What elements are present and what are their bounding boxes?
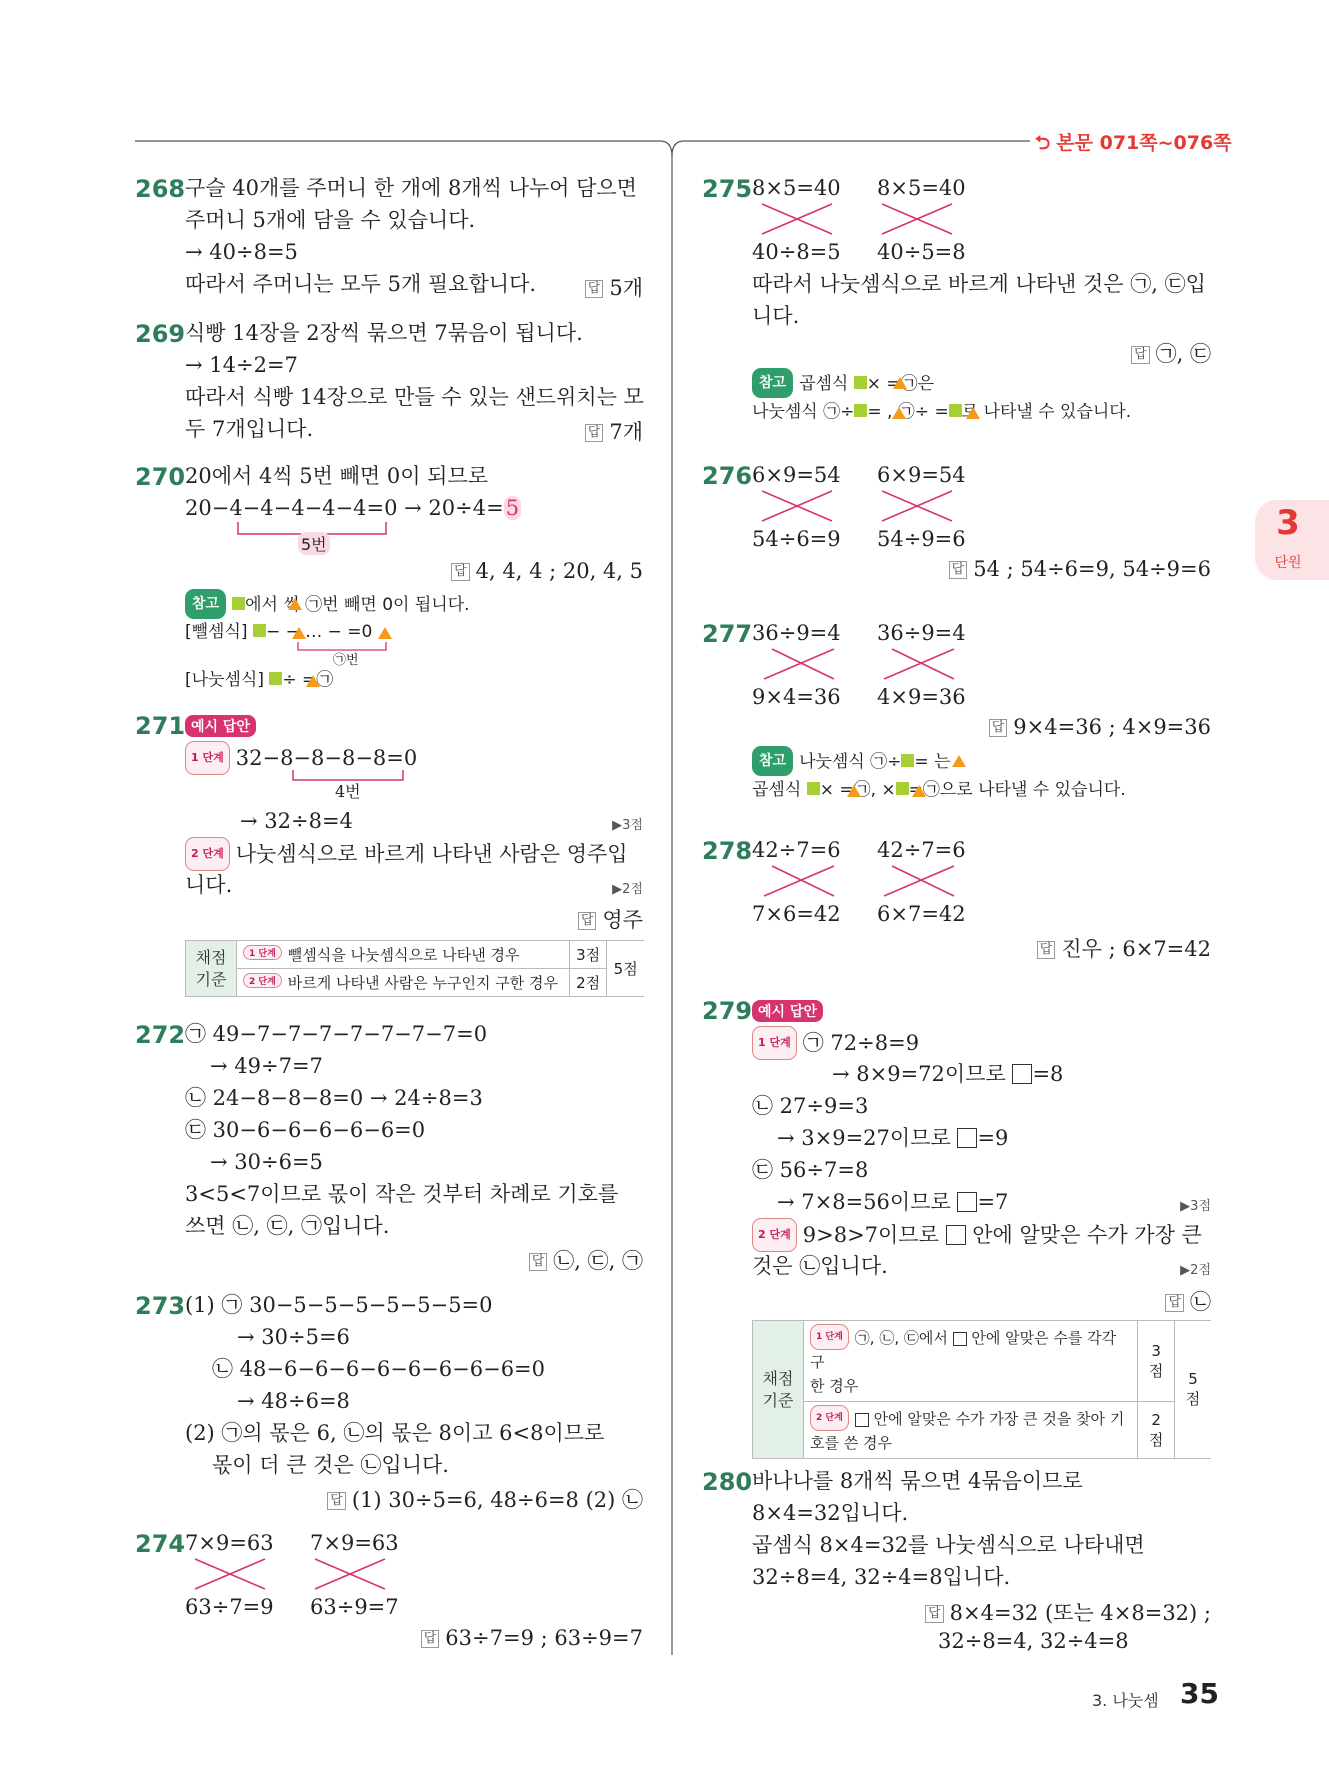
text-line: → 48÷6=8: [237, 1389, 350, 1413]
answer: [578, 904, 643, 934]
answer-label: 답: [451, 563, 470, 581]
text-line: → 8×9=72이므로 =8: [832, 1062, 1064, 1086]
problem-number: 276: [702, 462, 753, 490]
text-line: → 49÷7=7: [210, 1054, 323, 1078]
text-line: → 3×9=27이므로 =9: [777, 1126, 1009, 1150]
points: ▶3점: [612, 818, 643, 833]
orange-triangle-icon: [306, 675, 320, 687]
answer-text: 5개: [609, 276, 643, 300]
note-label: [나눗셈식]: [185, 670, 264, 690]
equation: 7×9=63: [185, 1531, 274, 1555]
orange-triangle-icon: [378, 627, 392, 639]
orange-triangle-icon: [966, 407, 980, 419]
answer-label: 답: [585, 424, 604, 442]
equation: 8×5=40: [877, 176, 966, 200]
problem-number: 271: [135, 712, 186, 740]
equation: 4×9=36: [877, 685, 966, 709]
note-text: 곱셈식: [752, 780, 802, 800]
answer-text: 7개: [609, 420, 643, 444]
example-answer-tag: 예시 답안: [752, 1000, 823, 1022]
answer: [327, 1484, 643, 1514]
answer: [925, 1597, 1211, 1627]
note-text: = , ㉠÷ =: [867, 402, 949, 422]
answer-text: ㉡, ㉢, ㉠: [553, 1249, 643, 1273]
text-line: 3<5<7이므로 몫이 작은 것부터 차례로 기호를: [185, 1182, 619, 1206]
answer: [1165, 1286, 1211, 1316]
answer-label: 답: [327, 1492, 346, 1510]
equation: 36÷9=4: [877, 621, 966, 645]
total-points: 5점: [1175, 1321, 1211, 1459]
orange-triangle-icon: [893, 377, 907, 389]
green-square-icon: [901, 754, 914, 767]
green-square-icon: [807, 782, 820, 795]
text-line: 몫이 더 큰 것은 ㉡입니다.: [212, 1453, 449, 1477]
brace-label: 4번: [335, 782, 361, 801]
text-line: 구슬 40개를 주머니 한 개에 8개씩 나누어 담으면: [185, 176, 637, 200]
problem-number: 268: [135, 175, 186, 203]
green-square-icon: [949, 404, 962, 417]
text-line: 것은 ㉡입니다.: [752, 1254, 888, 1278]
criterion-row: 1 단계 뺄셈식을 나눗셈식으로 나타낸 경우: [237, 941, 570, 969]
text-line: → 30÷5=6: [237, 1325, 350, 1349]
brace-label: ㉠번: [333, 653, 359, 668]
scoring-table: [752, 1320, 1211, 1459]
note-line: [752, 776, 1126, 804]
text-line: 32÷8=4, 32÷4=8입니다.: [752, 1565, 1011, 1589]
note-text: 로 나타낼 수 있습니다.: [961, 402, 1132, 422]
scoring-header: 채점 기준: [186, 941, 237, 997]
green-square-icon: [896, 782, 909, 795]
text-line: ㉡ 24−8−8−8=0 → 24÷8=3: [185, 1086, 483, 1110]
answer-continued: 32÷8=4, 32÷4=8: [938, 1629, 1129, 1653]
answer: [451, 559, 643, 583]
text-line: ㉡ 48−6−6−6−6−6−6−6−6=0: [212, 1357, 546, 1381]
orange-triangle-icon: [288, 598, 302, 610]
scoring-table: [185, 940, 644, 997]
note-text: 나눗셈식 ㉠÷: [799, 752, 902, 772]
text-line: ㉢ 56÷7=8: [752, 1158, 869, 1182]
answer-label: 답: [989, 719, 1008, 737]
criterion-points: 3점: [569, 941, 607, 969]
criterion-row: 2 단계 바르게 나타낸 사람은 누구인지 구한 경우: [237, 969, 570, 997]
answer-text: 54 ; 54÷6=9, 54÷9=6: [973, 557, 1211, 581]
answer-text: (1) 30÷5=6, 48÷6=8 (2) ㉡: [351, 1488, 643, 1512]
text-line: → 14÷2=7: [185, 353, 298, 377]
cross-arrows: [185, 1555, 425, 1595]
points: ▶2점: [1180, 1263, 1211, 1278]
answer: [585, 272, 643, 302]
text-line: → 30÷6=5: [210, 1150, 323, 1174]
answer-text: 4, 4, 4 ; 20, 4, 5: [475, 559, 643, 583]
step-line: 2 단계 9>8>7이므로 안에 알맞은 수가 가장 큰: [752, 1218, 1202, 1252]
orange-triangle-icon: [952, 755, 966, 767]
text-line: 니다.: [185, 873, 233, 897]
step-badge: 1 단계: [752, 1026, 797, 1060]
step-line: [752, 1026, 919, 1060]
problem-number: 280: [702, 1468, 753, 1496]
green-square-icon: [269, 672, 282, 685]
equation: 54÷6=9: [752, 527, 841, 551]
answer: [529, 1245, 643, 1275]
orange-triangle-icon: [892, 407, 906, 419]
blank-box: [957, 1192, 977, 1212]
text-line: (1) ㉠ 30−5−5−5−5−5−5=0: [185, 1293, 493, 1317]
note-text: 나눗셈식 ㉠÷: [752, 402, 855, 422]
text-line: → 7×8=56이므로 =7: [777, 1190, 1009, 1214]
text-line: 두 7개입니다.: [185, 417, 314, 441]
answer-text: 8×4=32 (또는 4×8=32) ;: [949, 1601, 1211, 1625]
text-line: 바나나를 8개씩 묶으면 4묶음이므로: [752, 1469, 1083, 1493]
equation: 6×7=42: [877, 902, 966, 926]
problem-number: 273: [135, 1292, 186, 1320]
equation: 6×9=54: [877, 463, 966, 487]
note-tag: 참고: [752, 746, 793, 776]
orange-triangle-icon: [847, 785, 861, 797]
equation: 40÷8=5: [752, 240, 841, 264]
cross-arrows: [752, 487, 992, 527]
note-text: × =㉠은: [866, 374, 935, 394]
blank-box: [946, 1225, 966, 1245]
equation: 9×4=36: [752, 685, 841, 709]
answer-text: 63÷7=9 ; 63÷9=7: [445, 1626, 643, 1650]
problem-number: 272: [135, 1021, 186, 1049]
points: ▶2점: [612, 882, 643, 897]
equation: 8×5=40: [752, 176, 841, 200]
step-badge: 2 단계: [185, 837, 230, 871]
equation: 7×9=63: [310, 1531, 399, 1555]
step-badge: 2 단계: [752, 1218, 797, 1252]
answer-label: 답: [1165, 1294, 1184, 1312]
answer: [585, 416, 643, 446]
text-line: (2) ㉠의 몫은 6, ㉡의 몫은 8이고 6<8이므로: [185, 1421, 605, 1445]
problem-number: 269: [135, 320, 186, 348]
criterion-points: 2점: [569, 969, 607, 997]
blank-box: [957, 1128, 977, 1148]
equation: 54÷9=6: [877, 527, 966, 551]
step-line: [185, 837, 628, 871]
answer-text: 9×4=36 ; 4×9=36: [1013, 715, 1211, 739]
footer-chapter: 3. 나눗셈: [1092, 1691, 1159, 1710]
note-text: 에서 씩 ㉠번 빼면 0이 됩니다.: [245, 595, 470, 615]
text-line: ㉢ 30−6−6−6−6−6=0: [185, 1118, 426, 1142]
answer-text: ㉡: [1190, 1290, 1211, 1314]
answer-text: ㉠, ㉢: [1155, 342, 1211, 366]
answer-label: 답: [949, 561, 968, 579]
problem-number: 278: [702, 837, 753, 865]
problem-number: 270: [135, 463, 186, 491]
answer: [1131, 338, 1211, 368]
problem-number: 274: [135, 1530, 186, 1558]
equation-text: 32−8−8−8−8=0: [235, 746, 418, 770]
answer: [1037, 933, 1211, 963]
problem-number: 277: [702, 620, 753, 648]
equation: 63÷7=9: [185, 1595, 274, 1619]
note: [752, 746, 950, 776]
chapter-tab-label: 단원: [1274, 555, 1302, 571]
criterion-row: 2 단계 안에 알맞은 수가 가장 큰 것을 찾아 기 호를 쓴 경우: [804, 1402, 1138, 1459]
text-line: ㉡ 27÷9=3: [752, 1094, 869, 1118]
page-number: 35: [1180, 1677, 1219, 1710]
answer-text: 영주: [602, 908, 643, 932]
equation: 6×9=54: [752, 463, 841, 487]
text-line: ㉠ 49−7−7−7−7−7−7−7=0: [185, 1022, 488, 1046]
equation: 42÷7=6: [877, 838, 966, 862]
equation: 36÷9=4: [752, 621, 841, 645]
note-expression: ÷ =㉠: [282, 670, 334, 690]
note-line: [752, 398, 1131, 426]
highlight-value: 5: [505, 496, 520, 520]
brace-label: 5번: [298, 532, 330, 555]
answer-label: 답: [421, 1630, 440, 1648]
equation: 42÷7=6: [752, 838, 841, 862]
answer-label: 답: [585, 280, 604, 298]
equation-text: 20−4−4−4−4−4=0 → 20÷4=: [185, 496, 504, 520]
orange-triangle-icon: [912, 785, 926, 797]
criterion-row: 1 단계 ㉠, ㉡, ㉢에서 안에 알맞은 수를 각각 구 한 경우: [804, 1321, 1138, 1402]
criterion-points: 2점: [1138, 1402, 1175, 1459]
criterion-points: 3점: [1138, 1321, 1175, 1402]
cross-arrows: [752, 862, 992, 902]
answer: [421, 1626, 643, 1650]
text-line: 따라서 주머니는 모두 5개 필요합니다.: [185, 272, 537, 296]
answer-label: 답: [925, 1605, 944, 1623]
note-text: × =㉠, ×: [819, 780, 896, 800]
note: [185, 589, 470, 619]
return-arrow-icon: ⮌: [1035, 132, 1051, 154]
answer-label: 답: [578, 912, 597, 930]
text-line: 쓰면 ㉡, ㉢, ㉠입니다.: [185, 1214, 390, 1238]
green-square-icon: [232, 597, 245, 610]
example-answer-tag: 예시 답안: [185, 715, 256, 737]
text-line: 따라서 나눗셈식으로 바르게 나타낸 것은 ㉠, ㉢입: [752, 272, 1206, 296]
note-tag: 참고: [752, 368, 793, 398]
answer-text: 진우 ; 6×7=42: [1061, 937, 1211, 961]
text-line: 따라서 식빵 14장으로 만들 수 있는 샌드위치는 모: [185, 385, 644, 409]
header-ref: [1035, 128, 1232, 161]
text-line: 곱셈식 8×4=32를 나눗셈식으로 나타내면: [752, 1533, 1145, 1557]
green-square-icon: [854, 376, 867, 389]
cross-arrows: [752, 200, 992, 240]
answer: [989, 715, 1211, 739]
text-line: → 40÷8=5: [185, 240, 298, 264]
equation: 40÷5=8: [877, 240, 966, 264]
blank-box: [1012, 1064, 1032, 1084]
total-points: 5점: [607, 941, 644, 997]
text-line: 8×4=32입니다.: [752, 1501, 909, 1525]
green-square-icon: [253, 624, 266, 637]
note-text: = 는: [914, 752, 951, 772]
answer-label: 답: [1037, 941, 1056, 959]
equation: 7×6=42: [752, 902, 841, 926]
problem-number: 279: [702, 997, 753, 1025]
note-text: 곱셈식: [799, 374, 849, 394]
answer: [949, 557, 1211, 581]
points: ▶3점: [1180, 1199, 1211, 1214]
text-line: 주머니 5개에 담을 수 있습니다.: [185, 208, 476, 232]
problem-number: 275: [702, 175, 753, 203]
text-line: 20에서 4씩 5번 빼면 0이 되므로: [185, 464, 489, 488]
equation-text: ㉠ 72÷8=9: [802, 1031, 920, 1055]
text-line: 니다.: [752, 304, 800, 328]
cross-arrows: [752, 645, 992, 685]
text-line: → 32÷8=4: [240, 809, 353, 833]
green-square-icon: [854, 404, 867, 417]
note-expression: − − … − =0: [265, 622, 373, 642]
note-tag: 참고: [185, 589, 226, 619]
header-ref-text: 본문 071쪽~076쪽: [1056, 132, 1232, 154]
text: 나눗셈식으로 바르게 나타낸 사람은 영주입: [235, 842, 628, 866]
scoring-header: 채점 기준: [753, 1321, 804, 1459]
step-badge: 1 단계: [185, 741, 230, 775]
note-text: =㉠으로 나타낼 수 있습니다.: [908, 780, 1126, 800]
note-label: [뺄셈식]: [185, 622, 248, 642]
answer-label: 답: [1131, 346, 1150, 364]
answer-label: 답: [529, 1253, 548, 1271]
chapter-tab-number: 3: [1276, 503, 1300, 543]
orange-triangle-icon: [292, 627, 306, 639]
text-line: 식빵 14장을 2장씩 묶으면 7묶음이 됩니다.: [185, 321, 583, 345]
equation: 63÷9=7: [310, 1595, 399, 1619]
